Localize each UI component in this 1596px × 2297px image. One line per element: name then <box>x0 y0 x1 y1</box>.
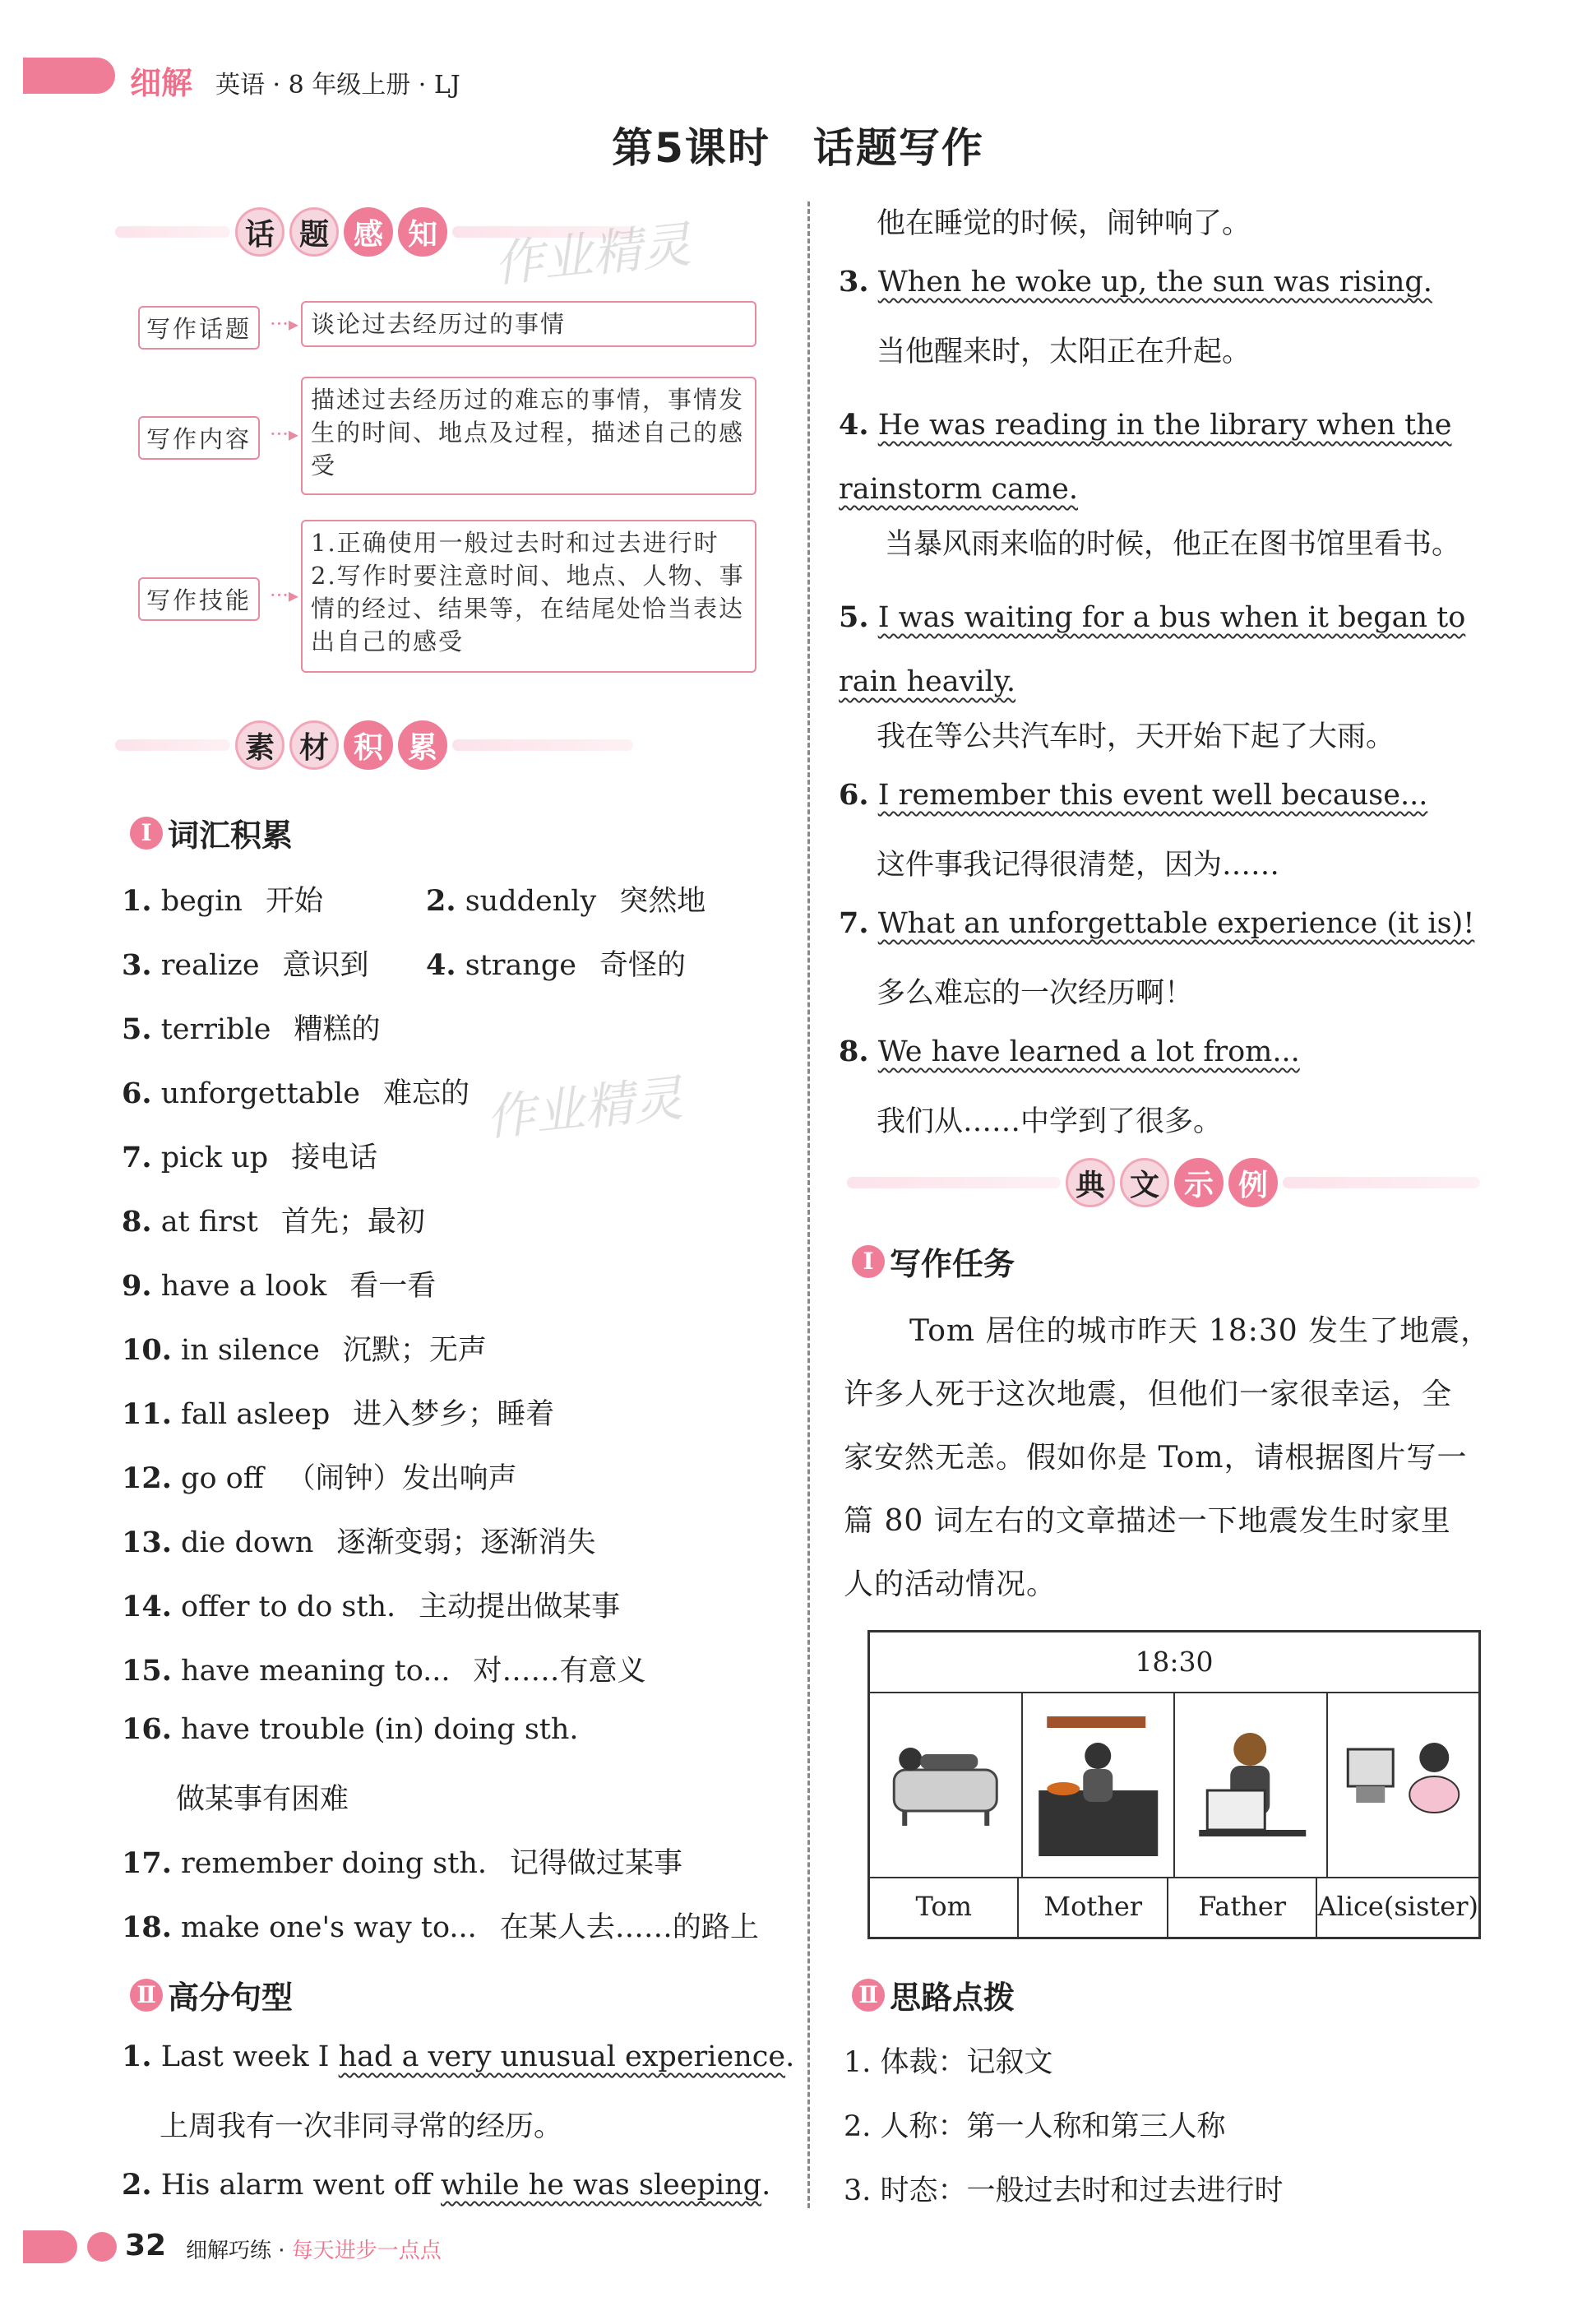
vocab-item: 12. go off （闹钟）发出响声 <box>122 1461 517 1495</box>
topic-content: 1.正确使用一般过去时和过去进行时 2.写作时要注意时间、地点、人物、事情的经过、结果等，在结尾处恰当表达出自己的感受 <box>301 520 756 673</box>
material-banner <box>115 720 633 770</box>
sentence-item: 5. I was waiting for a bus when it began to rain heavily. <box>839 600 1466 698</box>
tip-item: 1. 体裁：记叙文 <box>844 2046 1053 2079</box>
footer-text: 细解巧练 · 每天进步一点点 <box>186 2239 442 2263</box>
topic-label: 写作话题 <box>138 306 260 350</box>
vocab-item: 10. in silence 沉默；无声 <box>122 1333 487 1367</box>
vocab-item: 5. terrible 糟糕的 <box>122 1012 381 1046</box>
vocab-heading <box>130 810 293 855</box>
banner-char: 例 <box>1228 1158 1278 1207</box>
section-badge: Ⅱ <box>130 1979 163 2012</box>
mother-cooking-picture <box>1023 1692 1176 1877</box>
arrow-right-icon: ···▸ <box>270 313 298 336</box>
section-title: 词汇积累 <box>168 817 294 854</box>
section-badge: Ⅰ <box>130 817 163 850</box>
banner-char: 积 <box>344 720 393 770</box>
vocab-item: 9. have a look 看一看 <box>122 1269 437 1303</box>
footer-slogan: 每天进步一点点 <box>291 2239 442 2263</box>
vocab-item: 2. suddenly 突然地 <box>426 884 706 918</box>
vocab-item-translation: 做某事有困难 <box>176 1783 349 1816</box>
sentence-item: 6. I remember this event well because... <box>839 778 1428 812</box>
section-badge: Ⅰ <box>852 1245 885 1278</box>
section-title: 高分句型 <box>168 1980 294 2016</box>
tips-heading <box>852 1972 1015 2017</box>
task-paragraph: Tom 居住的城市昨天 18:30 发生了地震， 许多人死于这次地震，但他们一家很幸运，全 家安然无恙。假如你是 Tom，请根据图片写一 篇 80 词左右的文章描述一下地震发生时家里 人的活动情况。 <box>844 1314 1492 1601</box>
banner-char: 累 <box>398 720 447 770</box>
footer-accent-bar <box>23 2230 77 2263</box>
task-heading <box>852 1239 1015 1284</box>
topic-label: 写作技能 <box>138 577 260 621</box>
sentence-translation: 当他醒来时，太阳正在升起。 <box>877 336 1251 368</box>
sentence-item: 7. What an unforgettable experience (it is)! <box>839 906 1475 940</box>
vocab-item: 3. realize 意识到 <box>122 948 369 982</box>
vocab-item: 4. strange 奇怪的 <box>426 948 686 982</box>
footer-dot <box>87 2232 117 2262</box>
banner-char: 典 <box>1066 1158 1115 1207</box>
topic-content: 描述过去经历过的难忘的事情，事情发生的时间、地点及过程，描述自己的感受 <box>301 377 756 495</box>
father-computer-picture <box>1175 1692 1328 1877</box>
section-badge: Ⅱ <box>852 1979 885 2012</box>
topic-label: 写作内容 <box>138 416 260 460</box>
page-title: 第5课时 话题写作 <box>612 124 984 172</box>
sentence-translation: 多么难忘的一次经历啊！ <box>877 977 1194 1010</box>
picture-table <box>867 1630 1481 1939</box>
picture-name: Mother <box>1019 1877 1168 1937</box>
vocab-item: 6. unforgettable 难忘的 <box>122 1077 470 1110</box>
sentence-translation: 我在等公共汽车时，天开始下起了大雨。 <box>877 720 1395 753</box>
sentence-item: 4. He was reading in the library when the rainstorm came. <box>839 408 1452 506</box>
sentence-item: 1. Last week I had a very unusual experience. <box>122 2040 795 2073</box>
vocab-item: 17. remember doing sth. 记得做过某事 <box>122 1846 683 1880</box>
vocab-item: 13. die down 逐渐变弱；逐渐消失 <box>122 1526 596 1559</box>
arrow-right-icon: ···▸ <box>270 423 298 446</box>
example-banner <box>847 1158 1480 1207</box>
banner-char: 感 <box>344 207 393 257</box>
column-divider <box>807 201 810 2208</box>
sentence-translation: 这件事我记得很清楚，因为…… <box>877 849 1280 882</box>
arrow-right-icon: ···▸ <box>270 584 298 607</box>
sentence-translation: 我们从……中学到了很多。 <box>877 1105 1223 1138</box>
vocab-item: 15. have meaning to... 对……有意义 <box>122 1654 646 1688</box>
tip-item: 3. 时态：一般过去时和过去进行时 <box>844 2174 1284 2207</box>
sentence-translation: 上周我有一次非同寻常的经历。 <box>160 2110 563 2143</box>
header-accent-bar <box>23 58 115 94</box>
sentence-item: 8. We have learned a lot from... <box>839 1035 1300 1068</box>
vocab-item: 11. fall asleep 进入梦乡；睡着 <box>122 1397 555 1431</box>
sentence-translation: 他在睡觉的时候，闹钟响了。 <box>877 207 1251 240</box>
sentence-translation: 当暴风雨来临的时候，他正在图书馆里看书。 <box>885 528 1461 561</box>
vocab-item: 18. make one's way to... 在某人去……的路上 <box>122 1910 759 1944</box>
picture-name: Tom <box>870 1877 1019 1937</box>
book-subtitle: 英语 · 8 年级上册 · LJ <box>215 71 460 100</box>
banner-char: 话 <box>235 207 285 257</box>
picture-time: 18:30 <box>870 1632 1478 1693</box>
page-number: 32 <box>125 2229 167 2262</box>
banner-char: 材 <box>289 720 339 770</box>
sentence-item: 2. His alarm went off while he was sleeping. <box>122 2168 771 2202</box>
picture-name: Alice(sister) <box>1317 1891 1478 1922</box>
banner-char: 文 <box>1120 1158 1169 1207</box>
banner-char: 示 <box>1174 1158 1224 1207</box>
vocab-item: 16. have trouble (in) doing sth. <box>122 1712 579 1746</box>
vocab-item: 8. at first 首先；最初 <box>122 1205 425 1239</box>
vocab-item: 7. pick up 接电话 <box>122 1141 378 1174</box>
picture-name: Father <box>1168 1877 1317 1937</box>
watermark: 作业精灵 <box>483 1069 686 1148</box>
banner-char: 知 <box>398 207 447 257</box>
sentence-item: 3. When he woke up, the sun was rising. <box>839 265 1432 299</box>
alice-tv-picture <box>1328 1692 1479 1877</box>
section-title: 写作任务 <box>890 1246 1015 1282</box>
section-title: 思路点拨 <box>890 1980 1015 2016</box>
banner-char: 题 <box>289 207 339 257</box>
topic-content: 谈论过去经历过的事情 <box>301 301 756 347</box>
vocab-item: 14. offer to do sth. 主动提出做某事 <box>122 1590 621 1623</box>
tip-item: 2. 人称：第一人称和第三人称 <box>844 2110 1226 2143</box>
sentences-heading <box>130 1972 293 2017</box>
vocab-item: 1. begin 开始 <box>122 884 323 918</box>
watermark: 作业精灵 <box>491 215 694 294</box>
brand-logo: 细解 <box>130 65 193 101</box>
tom-sleeping-picture <box>870 1692 1023 1877</box>
banner-char: 素 <box>235 720 285 770</box>
